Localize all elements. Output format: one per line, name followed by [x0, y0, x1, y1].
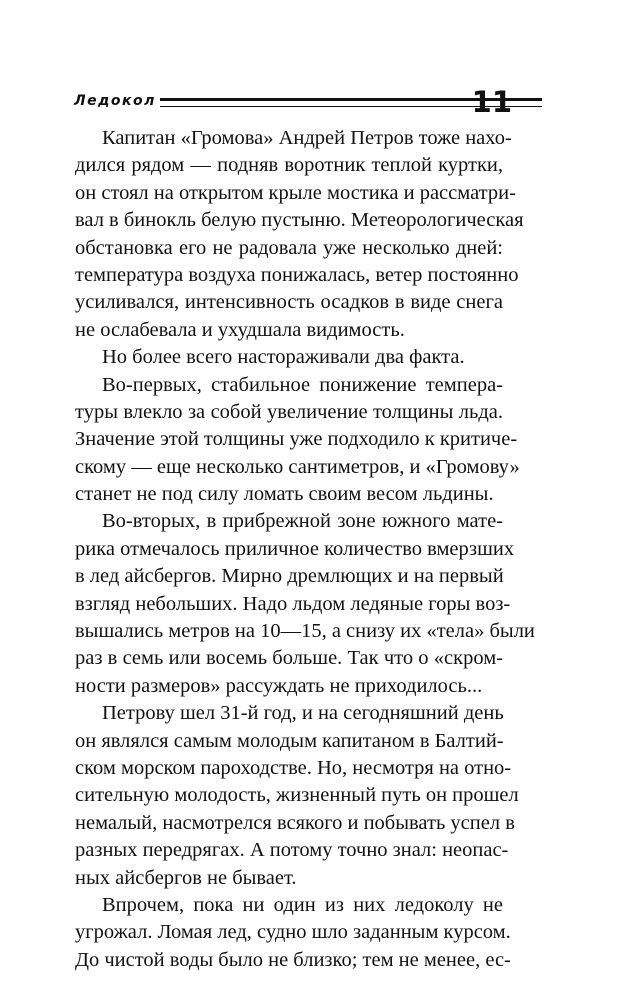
text-line: До чистой воды было не близко; тем не менее, ес-: [75, 948, 511, 971]
text-line: Впрочем, пока ни один из них ледоколу не: [102, 893, 503, 916]
text-line: ных айсбергов не бывает.: [75, 866, 297, 889]
text-line: не ослабевала и ухудшала видимость.: [75, 318, 405, 341]
body-text: [75, 125, 535, 974]
text-line: обстановка его не радовала уже несколько дней:: [75, 236, 503, 259]
text-line: Во-первых, стабильное понижение темпера-: [102, 373, 503, 396]
text-line: угрожал. Ломая лед, судно шло заданным курсом.: [75, 921, 511, 944]
text-line: дился рядом — подняв воротник теплой куртки,: [75, 154, 503, 177]
text-line: Петрову шел 31-й год, и на сегодняшний день: [102, 702, 504, 725]
text-line: вышались метров на 10—15, а снизу их «тела» были: [75, 620, 535, 643]
text-line: немалый, насмотрелся всякого и побывать успел в: [75, 811, 515, 834]
text-line: он стоял на открытом крыле мостика и рассматри-: [75, 181, 516, 204]
text-line: рика отмечалось приличное количество вмерзших: [75, 537, 515, 560]
page-number: 11: [471, 85, 512, 119]
text-line: Но более всего настораживали два факта.: [102, 346, 465, 369]
text-line: Капитан «Громова» Андрей Петров тоже нахо-: [102, 127, 512, 149]
text-line: раз в семь или восемь больше. Так что о «скром-: [75, 647, 503, 670]
text-line: температура воздуха понижалась, ветер постоянно: [75, 263, 519, 286]
text-line: взгляд небольших. Надо льдом ледяные горы воз-: [75, 592, 511, 615]
text-line: станет не под силу ломать своим весом льдины.: [75, 483, 494, 506]
text-line: ности размеров» рассуждать не приходилось...: [75, 674, 483, 697]
text-line: скому — еще несколько сантиметров, и «Громову»: [75, 455, 520, 478]
text-line: он являлся самым молодым капитаном в Балтий-: [75, 729, 504, 752]
text-line: в лед айсбергов. Мирно дремлющих и на первый: [75, 565, 504, 588]
text-line: Значение этой толщины уже подходило к критиче-: [75, 428, 518, 451]
text-line: вал в бинокль белую пустыню. Метеорологическая: [75, 209, 524, 232]
text-line: туры влекло за собой увеличение толщины льда.: [75, 400, 503, 423]
text-line: ском морском пароходстве. Но, несмотря на отно-: [75, 756, 512, 779]
text-line: разных передрягах. А потому точно знал: неопас-: [75, 839, 509, 862]
text-line: усиливался, интенсивность осадков в виде снега: [75, 291, 503, 314]
running-header: [74, 86, 514, 120]
running-title: Ледокол: [74, 93, 156, 109]
text-line: сительную молодость, жизненный путь он прошел: [75, 784, 519, 807]
text-line: Во-вторых, в прибрежной зоне южного мате-: [102, 510, 503, 533]
